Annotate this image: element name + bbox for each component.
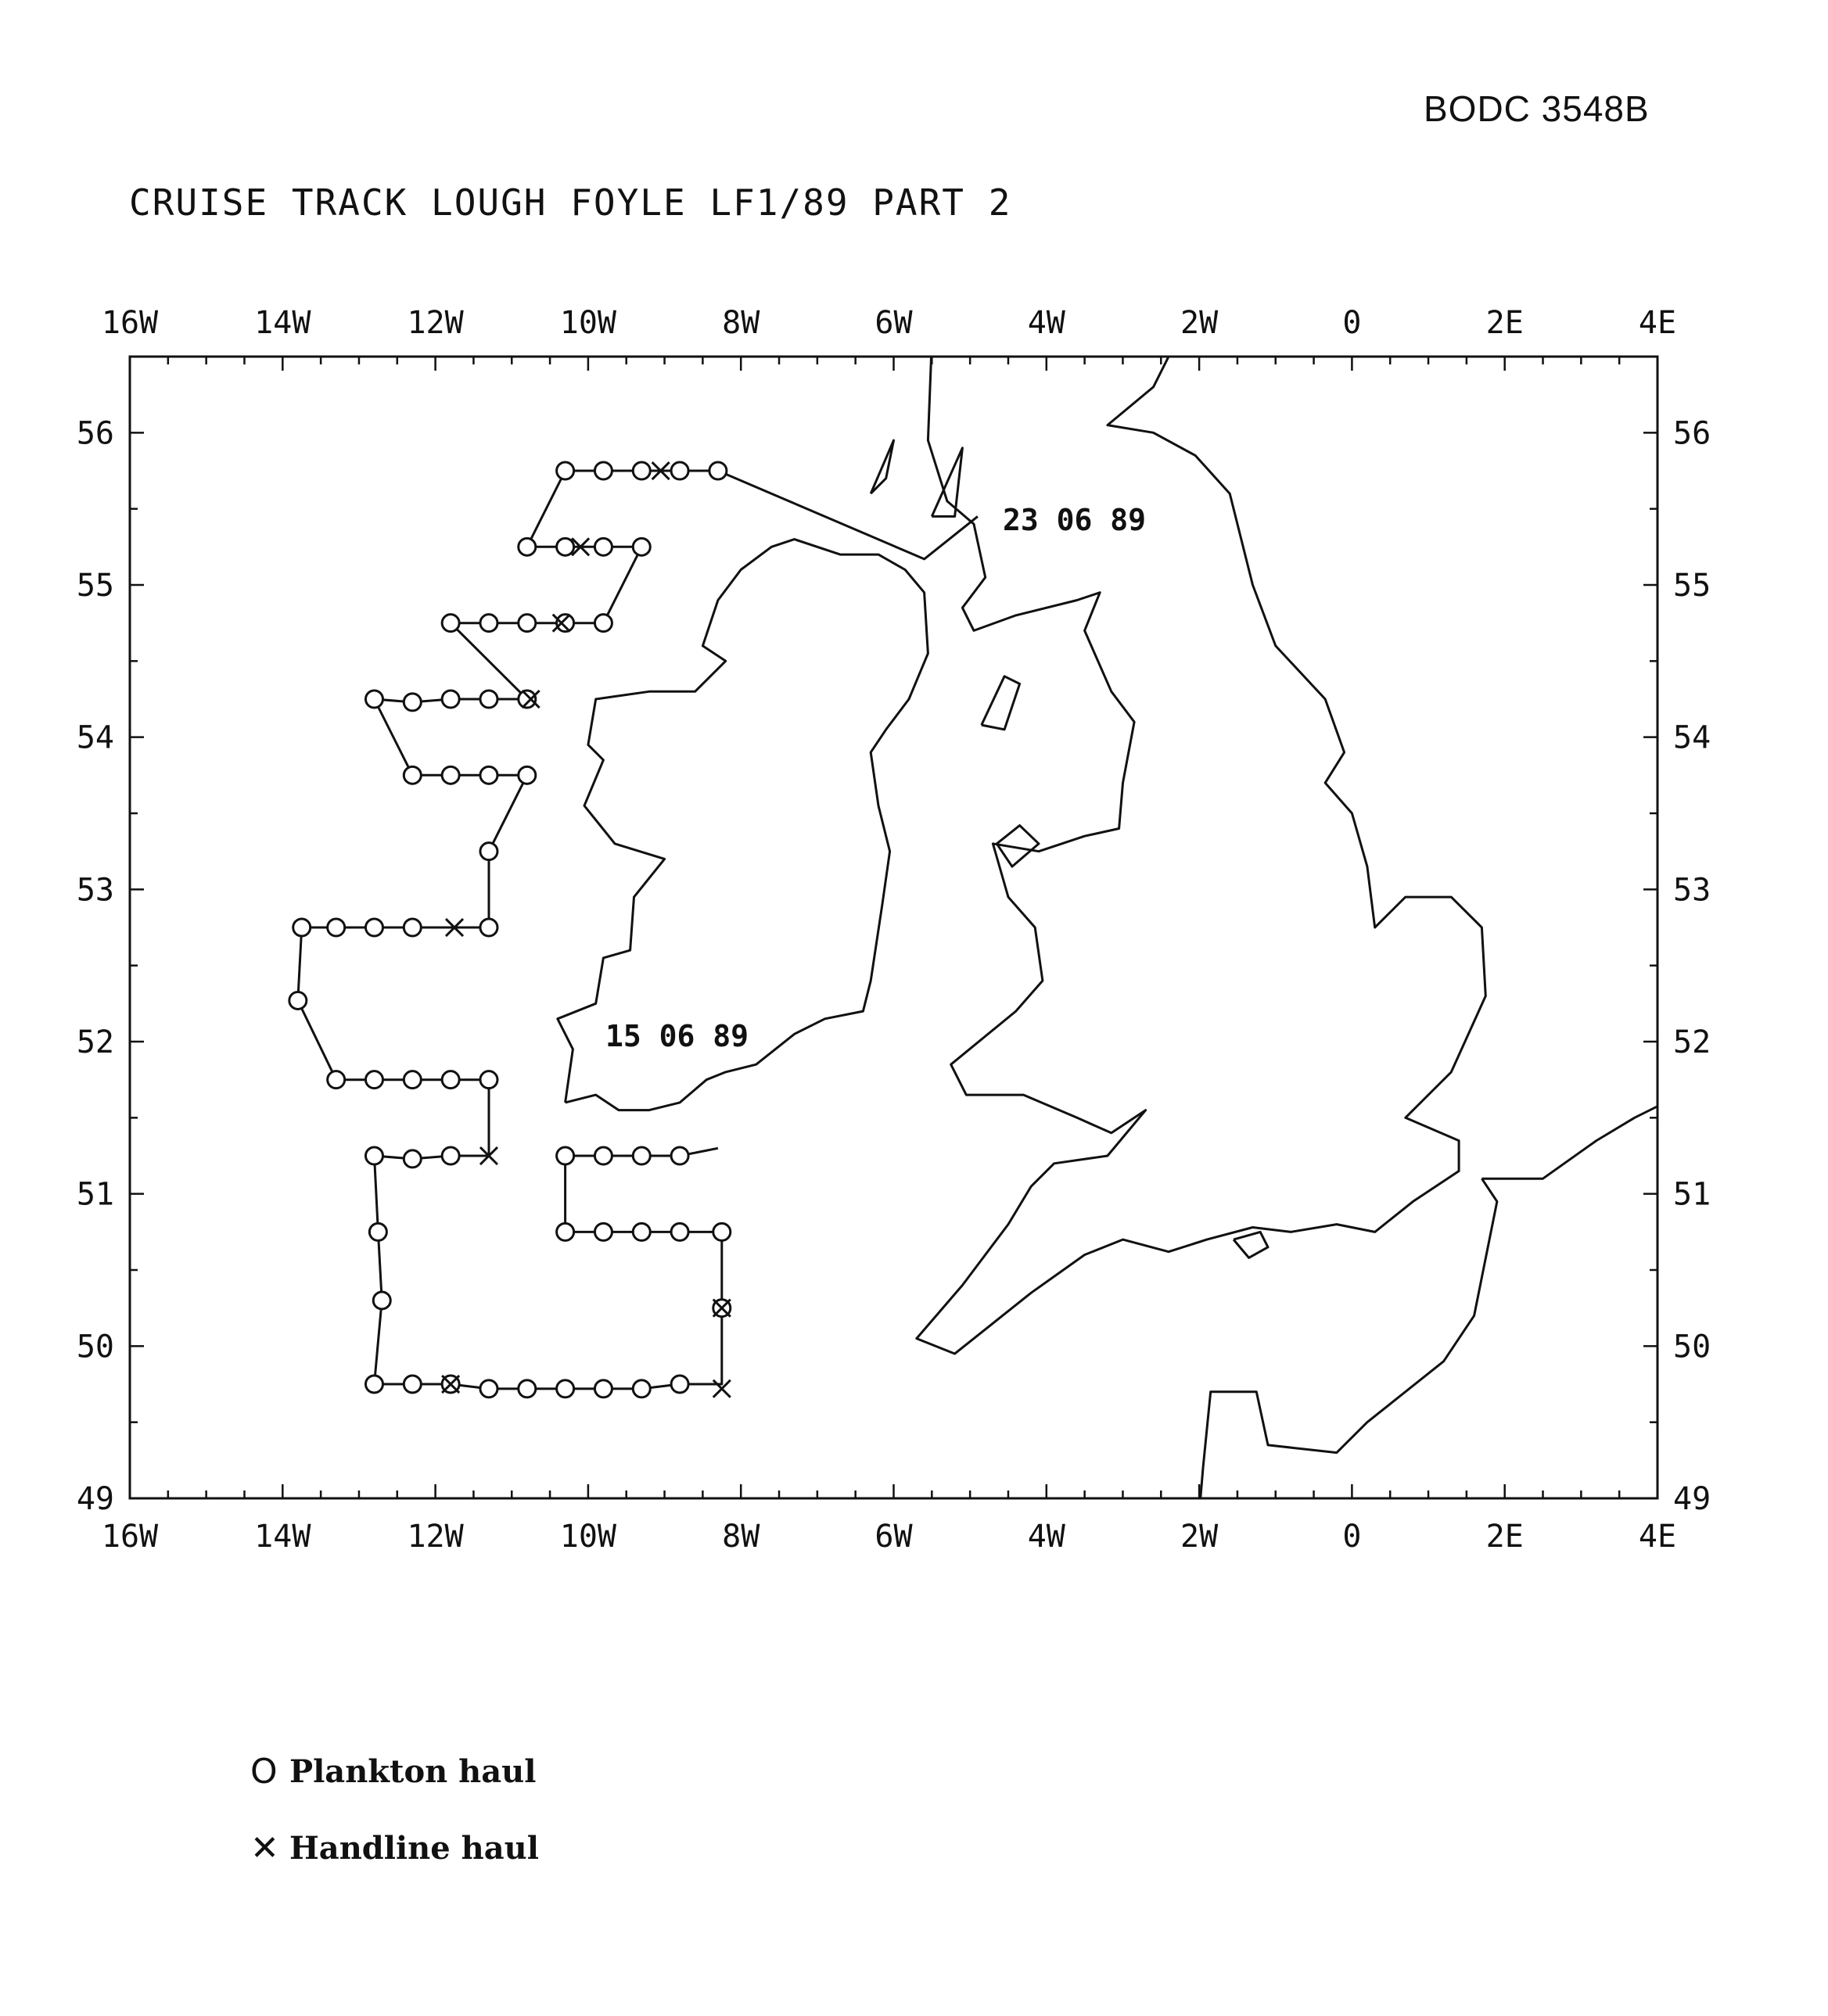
lon-label-top: 10W bbox=[559, 305, 617, 341]
lat-label-right: 50 bbox=[1673, 1329, 1711, 1365]
lon-label-bottom: 14W bbox=[254, 1519, 311, 1555]
lon-label-bottom: 6W bbox=[874, 1519, 913, 1555]
lat-label-right: 52 bbox=[1673, 1024, 1711, 1061]
plankton-haul-marker bbox=[594, 1380, 612, 1397]
plankton-haul-marker bbox=[671, 1223, 688, 1240]
plankton-haul-marker bbox=[519, 615, 536, 632]
coastline-8 bbox=[932, 448, 962, 517]
coastline-1 bbox=[917, 37, 1486, 1354]
plankton-haul-marker bbox=[442, 1071, 459, 1089]
plankton-haul-marker bbox=[442, 615, 459, 632]
lat-label-right: 56 bbox=[1673, 415, 1711, 452]
lon-label-top: 2W bbox=[1180, 305, 1219, 341]
plankton-haul-marker bbox=[365, 1376, 382, 1393]
coastline-4 bbox=[982, 676, 1020, 730]
plankton-haul-marker bbox=[594, 1223, 612, 1240]
lat-label-left: 50 bbox=[76, 1329, 114, 1365]
legend-handline bbox=[250, 1828, 539, 1868]
lat-label-left: 54 bbox=[76, 719, 114, 756]
plankton-haul-marker bbox=[519, 691, 536, 708]
lon-label-bottom: 16W bbox=[101, 1519, 159, 1555]
lat-label-right: 55 bbox=[1673, 568, 1711, 604]
reference-code: BODC 3548B bbox=[1424, 88, 1650, 129]
plankton-haul-marker bbox=[594, 538, 612, 555]
plankton-haul-marker bbox=[404, 694, 421, 711]
lat-label-left: 55 bbox=[76, 568, 114, 604]
lat-label-left: 53 bbox=[76, 872, 114, 909]
plankton-haul-marker bbox=[442, 1147, 459, 1164]
plankton-haul-marker bbox=[713, 1223, 731, 1240]
lon-label-bottom: 0 bbox=[1342, 1519, 1362, 1555]
plankton-haul-marker bbox=[404, 766, 421, 784]
lon-label-top: 4W bbox=[1027, 305, 1065, 341]
haul-markers bbox=[289, 462, 731, 1397]
lon-label-bottom: 4W bbox=[1027, 1519, 1065, 1555]
plankton-haul-marker bbox=[404, 1150, 421, 1168]
plankton-haul-marker bbox=[289, 992, 307, 1009]
lat-label-left: 52 bbox=[76, 1024, 114, 1061]
plankton-haul-marker bbox=[633, 1147, 650, 1164]
handline-symbol: ✕ bbox=[250, 1828, 279, 1868]
axis-labels bbox=[77, 305, 1711, 1555]
lat-label-left: 49 bbox=[76, 1481, 114, 1518]
plankton-haul-marker bbox=[442, 691, 459, 708]
plankton-haul-marker bbox=[442, 766, 459, 784]
lon-label-bottom: 2W bbox=[1180, 1519, 1219, 1555]
lon-label-top: 14W bbox=[254, 305, 311, 341]
start-date-label: 15 06 89 bbox=[605, 1019, 749, 1053]
plankton-haul-marker bbox=[480, 691, 497, 708]
plankton-haul-marker bbox=[328, 919, 345, 936]
plankton-haul-marker bbox=[519, 538, 536, 555]
plankton-haul-marker bbox=[557, 538, 574, 555]
plankton-haul-marker bbox=[557, 1147, 574, 1164]
lon-label-bottom: 8W bbox=[722, 1519, 760, 1555]
lon-label-bottom: 2E bbox=[1485, 1519, 1524, 1555]
plankton-haul-marker bbox=[365, 919, 382, 936]
legend-plankton bbox=[250, 1752, 536, 1792]
lon-label-top: 12W bbox=[407, 305, 464, 341]
plankton-haul-marker bbox=[365, 691, 382, 708]
track-line bbox=[298, 471, 978, 1389]
lon-label-top: 0 bbox=[1342, 305, 1362, 341]
lat-label-left: 51 bbox=[76, 1176, 114, 1213]
lon-label-bottom: 10W bbox=[559, 1519, 617, 1555]
coastline-7 bbox=[871, 440, 893, 493]
lat-label-right: 53 bbox=[1673, 872, 1711, 909]
plankton-haul-marker bbox=[480, 919, 497, 936]
coastline-layer bbox=[558, 37, 1673, 1513]
lon-label-bottom: 4E bbox=[1638, 1519, 1677, 1555]
plankton-haul-marker bbox=[404, 1071, 421, 1089]
plankton-haul-marker bbox=[633, 1223, 650, 1240]
plankton-haul-marker bbox=[671, 1147, 688, 1164]
lon-label-top: 16W bbox=[101, 305, 159, 341]
lon-label-top: 2E bbox=[1485, 305, 1524, 341]
plankton-haul-marker bbox=[369, 1223, 386, 1240]
plankton-haul-marker bbox=[594, 1147, 612, 1164]
coastline-6 bbox=[1234, 1232, 1268, 1257]
plankton-haul-marker bbox=[594, 462, 612, 479]
lon-label-top: 8W bbox=[722, 305, 760, 341]
plankton-haul-marker bbox=[633, 1380, 650, 1397]
plankton-haul-marker bbox=[557, 462, 574, 479]
coastline-2 bbox=[970, 1178, 1497, 1513]
coastline-3 bbox=[1481, 1087, 1672, 1178]
plankton-haul-marker bbox=[404, 919, 421, 936]
plankton-haul-marker bbox=[633, 462, 650, 479]
plankton-label: Plankton haul bbox=[289, 1753, 537, 1790]
lat-label-right: 51 bbox=[1673, 1176, 1711, 1213]
plankton-haul-marker bbox=[671, 1376, 688, 1393]
plankton-haul-marker bbox=[365, 1071, 382, 1089]
plankton-haul-marker bbox=[594, 615, 612, 632]
plankton-haul-marker bbox=[480, 1071, 497, 1089]
plankton-haul-marker bbox=[373, 1292, 390, 1309]
plankton-symbol: O bbox=[250, 1752, 278, 1792]
plankton-haul-marker bbox=[557, 1223, 574, 1240]
plankton-haul-marker bbox=[480, 843, 497, 860]
plankton-haul-marker bbox=[328, 1071, 345, 1089]
plankton-haul-marker bbox=[293, 919, 311, 936]
plankton-haul-marker bbox=[671, 462, 688, 479]
plankton-haul-marker bbox=[480, 615, 497, 632]
plankton-haul-marker bbox=[519, 1380, 536, 1397]
lon-label-top: 6W bbox=[874, 305, 913, 341]
cruise-track bbox=[298, 471, 978, 1389]
plankton-haul-marker bbox=[633, 538, 650, 555]
lon-label-top: 4E bbox=[1638, 305, 1677, 341]
plankton-haul-marker bbox=[480, 766, 497, 784]
handline-label: Handline haul bbox=[289, 1830, 539, 1867]
plankton-haul-marker bbox=[404, 1376, 421, 1393]
plankton-haul-marker bbox=[709, 462, 727, 479]
lon-label-bottom: 12W bbox=[407, 1519, 464, 1555]
end-date-label: 23 06 89 bbox=[1003, 503, 1147, 537]
lat-label-right: 54 bbox=[1673, 719, 1711, 756]
plankton-haul-marker bbox=[480, 1380, 497, 1397]
lat-label-left: 56 bbox=[76, 415, 114, 452]
lat-label-right: 49 bbox=[1673, 1481, 1711, 1518]
plankton-haul-marker bbox=[557, 1380, 574, 1397]
map-title: CRUISE TRACK LOUGH FOYLE LF1/89 PART 2 bbox=[129, 181, 1012, 224]
plankton-haul-marker bbox=[519, 766, 536, 784]
plankton-haul-marker bbox=[557, 615, 574, 632]
plankton-haul-marker bbox=[365, 1147, 382, 1164]
